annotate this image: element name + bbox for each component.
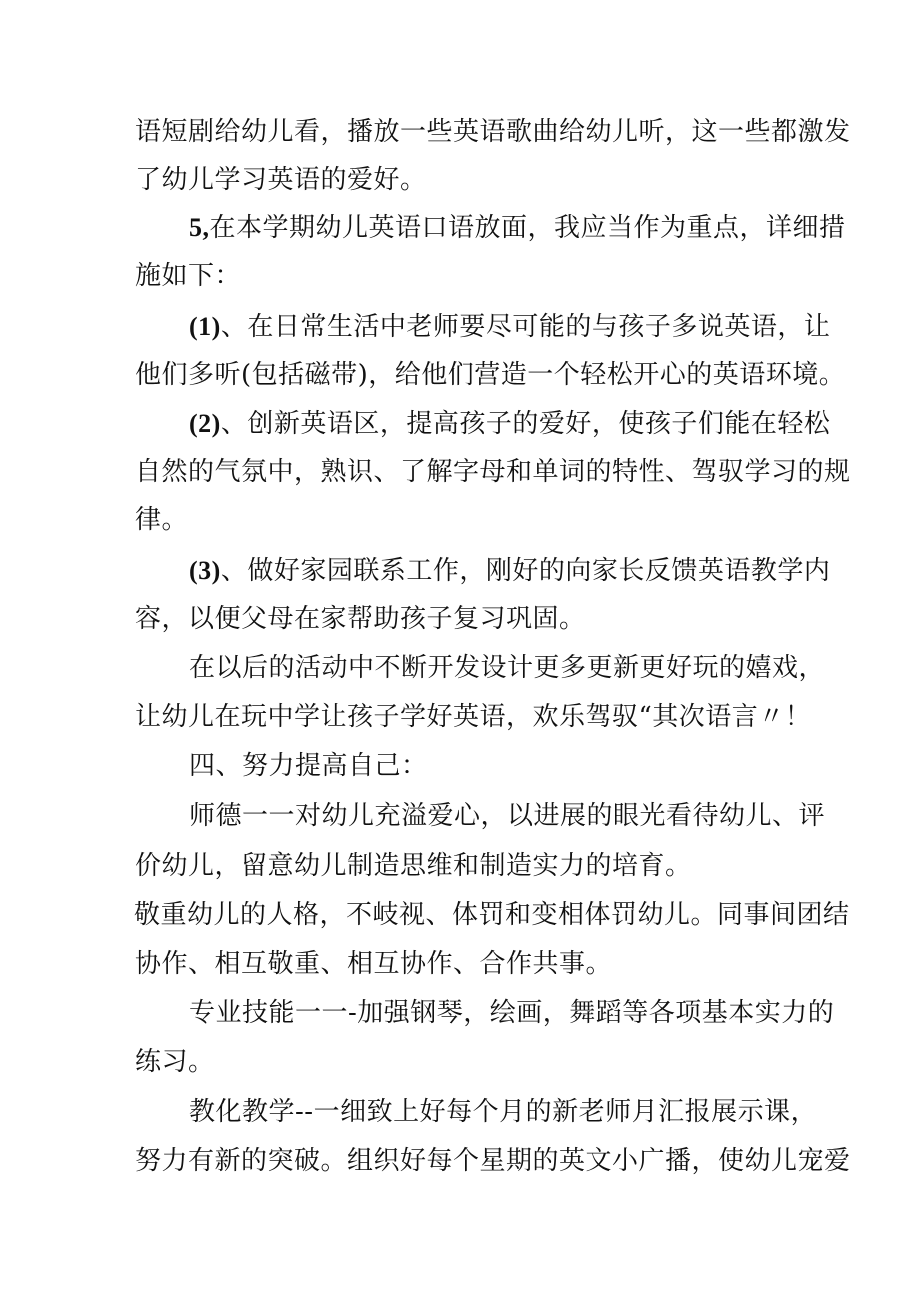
text-line: 教化教学--一细致上好每个月的新老师月汇报展示课， — [189, 1097, 818, 1127]
text-line: 四、努力提高自己： — [189, 751, 428, 781]
text-line: 在以后的活动中不断开发设计更多更新更好玩的嬉戏， — [189, 653, 826, 683]
line-text: 、做好家园联系工作，刚好的向家长反馈英语教学内 — [220, 556, 831, 586]
list-number: (3) — [189, 556, 221, 585]
text-line: 自然的气氛中，熟识、了解字母和单词的特性、驾驭学习的规 — [135, 457, 851, 487]
text-line: 协作、相互敬重、相互协作、合作共事。 — [135, 949, 613, 979]
text-line: 语短剧给幼儿看，播放一些英语歌曲给幼儿听，这一些都激发 — [135, 117, 851, 147]
text-line: 敬重幼儿的人格，不岐视、体罚和变相体罚幼儿。同事间团结 — [134, 900, 850, 930]
text-line — [189, 555, 831, 587]
text-line: 师德一一对幼儿充溢爱心，以进展的眼光看待幼儿、评 — [189, 801, 826, 831]
line-text: 、在日常生活中老师要尽可能的与孩子多说英语，让 — [220, 312, 831, 342]
line-text: 在本学期幼儿英语口语放面，我应当作为重点，详细措 — [209, 213, 846, 243]
list-number: 5, — [189, 213, 210, 242]
list-number: (1) — [189, 312, 221, 341]
line-text: 、创新英语区，提高孩子的爱好，使孩子们能在轻松 — [220, 409, 831, 439]
text-line: 施如下： — [135, 261, 242, 291]
text-line: 容，以便父母在家帮助孩子复习巩固。 — [135, 604, 586, 634]
text-line: 他们多听(包括磁带)，给他们营造一个轻松开心的英语环境。 — [135, 360, 846, 390]
text-line — [189, 212, 846, 244]
text-line: 价幼儿，留意幼儿制造思维和制造实力的培育。 — [135, 851, 692, 881]
text-line: 让幼儿在玩中学让孩子学好英语，欢乐驾驭“其次语言〃！ — [135, 702, 812, 732]
text-line — [189, 311, 831, 343]
text-line: 努力有新的突破。组织好每个星期的英文小广播，使幼儿宠爱 — [135, 1146, 851, 1176]
list-number: (2) — [189, 409, 221, 438]
text-line — [189, 408, 831, 440]
text-line: 专业技能一一-加强钢琴，绘画，舞蹈等各项基本实力的 — [189, 998, 835, 1028]
text-line: 了幼儿学习英语的爱好。 — [135, 165, 427, 195]
text-line: 练习。 — [135, 1047, 215, 1077]
text-line: 律。 — [135, 505, 189, 535]
